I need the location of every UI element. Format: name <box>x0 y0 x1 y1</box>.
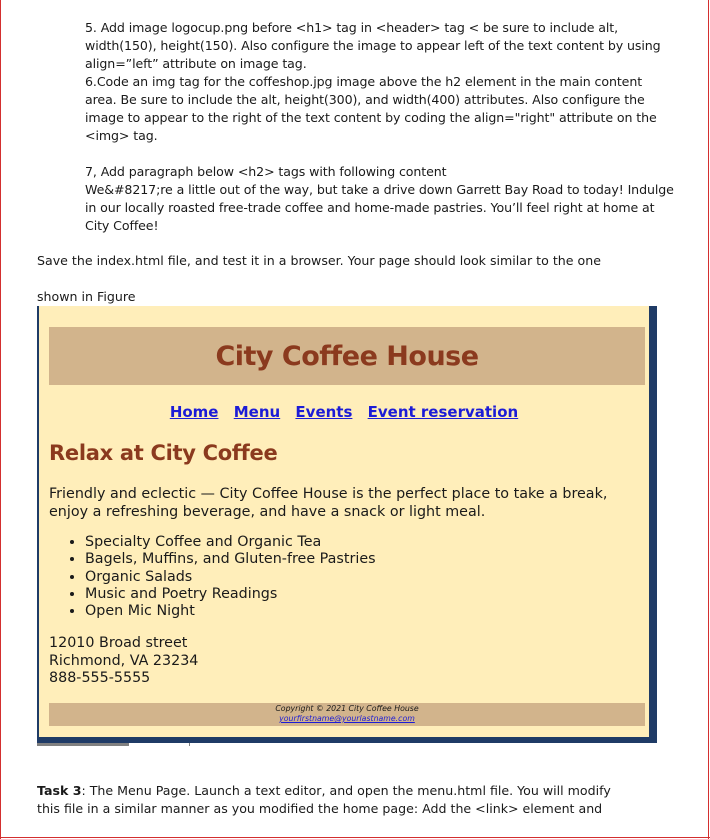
instruction-step-5: 5. Add image logocup.png before <h1> tag in <header> tag < be sure to include alt, width(150), height(150). Also configure the image to appear left of the text content by using align=”left” attribute on image tag. <box>85 20 661 71</box>
nav-link-home[interactable]: Home <box>169 403 219 421</box>
figure-page <box>39 306 649 737</box>
address-street: 12010 Broad street <box>49 635 188 651</box>
site-nav <box>39 403 649 421</box>
instruction-step-7-content: We&#8217;re a little out of the way, but take a drive down Garrett Bay Road to today! Indulge in our locally roasted free-trade coffee and home-made pastries. You’ll feel right at home at City Coffee! <box>85 182 674 233</box>
list-item: • Open Mic Night <box>85 603 376 620</box>
instruction-step-7: 7, Add paragraph below <h2> tags with following content <box>85 164 447 179</box>
nav-link-event-reservation[interactable]: Event reservation <box>367 403 519 421</box>
figure-bottom-mark <box>37 743 129 746</box>
list-item: • Specialty Coffee and Organic Tea <box>85 534 376 551</box>
page-border-bottom <box>0 837 710 838</box>
page-border-left <box>0 0 1 839</box>
address-block <box>49 635 198 688</box>
main-heading: Relax at City Coffee <box>49 441 278 465</box>
intro-paragraph: Friendly and eclectic — City Coffee House is the perfect place to take a break, enjoy a refreshing beverage, and have a snack or light meal. <box>49 486 608 520</box>
list-item: • Organic Salads <box>85 569 376 586</box>
nav-link-events[interactable]: Events <box>295 403 353 421</box>
footer-email-link[interactable]: yourfirstname@yourlastname.com <box>279 714 415 723</box>
phone-number: 888-555-5555 <box>49 670 151 686</box>
task3-line-1: : The Menu Page. Launch a text editor, and open the menu.html file. You will modify <box>81 783 611 798</box>
save-instruction: Save the index.html file, and test it in a browser. Your page should look similar to the one <box>37 253 601 268</box>
figure-reference: shown in Figure <box>37 289 136 304</box>
address-city: Richmond, VA 23234 <box>49 652 199 669</box>
site-footer <box>49 703 645 726</box>
browser-screenshot-figure <box>37 306 657 743</box>
task3-label: Task 3 <box>37 783 82 798</box>
list-item: • Music and Poetry Readings <box>85 586 376 603</box>
task3-line-2: this file in a similar manner as you modified the home page: Add the <link> element and <box>37 801 603 816</box>
site-header <box>49 327 645 385</box>
page-border-right <box>708 0 709 839</box>
instruction-step-6: 6.Code an img tag for the coffeshop.jpg image above the h2 element in the main content area. Be sure to include the alt, height(300), and width(400) attributes. Also configure the image to appear to the right of the text content by coding the align="right" attribute on the <img> tag. <box>85 74 657 143</box>
figure-right-border <box>650 306 657 743</box>
figure-bottom-tick <box>189 743 190 746</box>
nav-link-menu[interactable]: Menu <box>233 403 281 421</box>
site-title: City Coffee House <box>215 340 479 372</box>
feature-list <box>49 534 376 620</box>
footer-copyright: Copyright © 2021 City Coffee House <box>275 704 419 713</box>
task3-paragraph <box>37 782 611 800</box>
instruction-list <box>85 19 675 235</box>
list-item: • Bagels, Muffins, and Gluten-free Pastries <box>85 551 376 568</box>
